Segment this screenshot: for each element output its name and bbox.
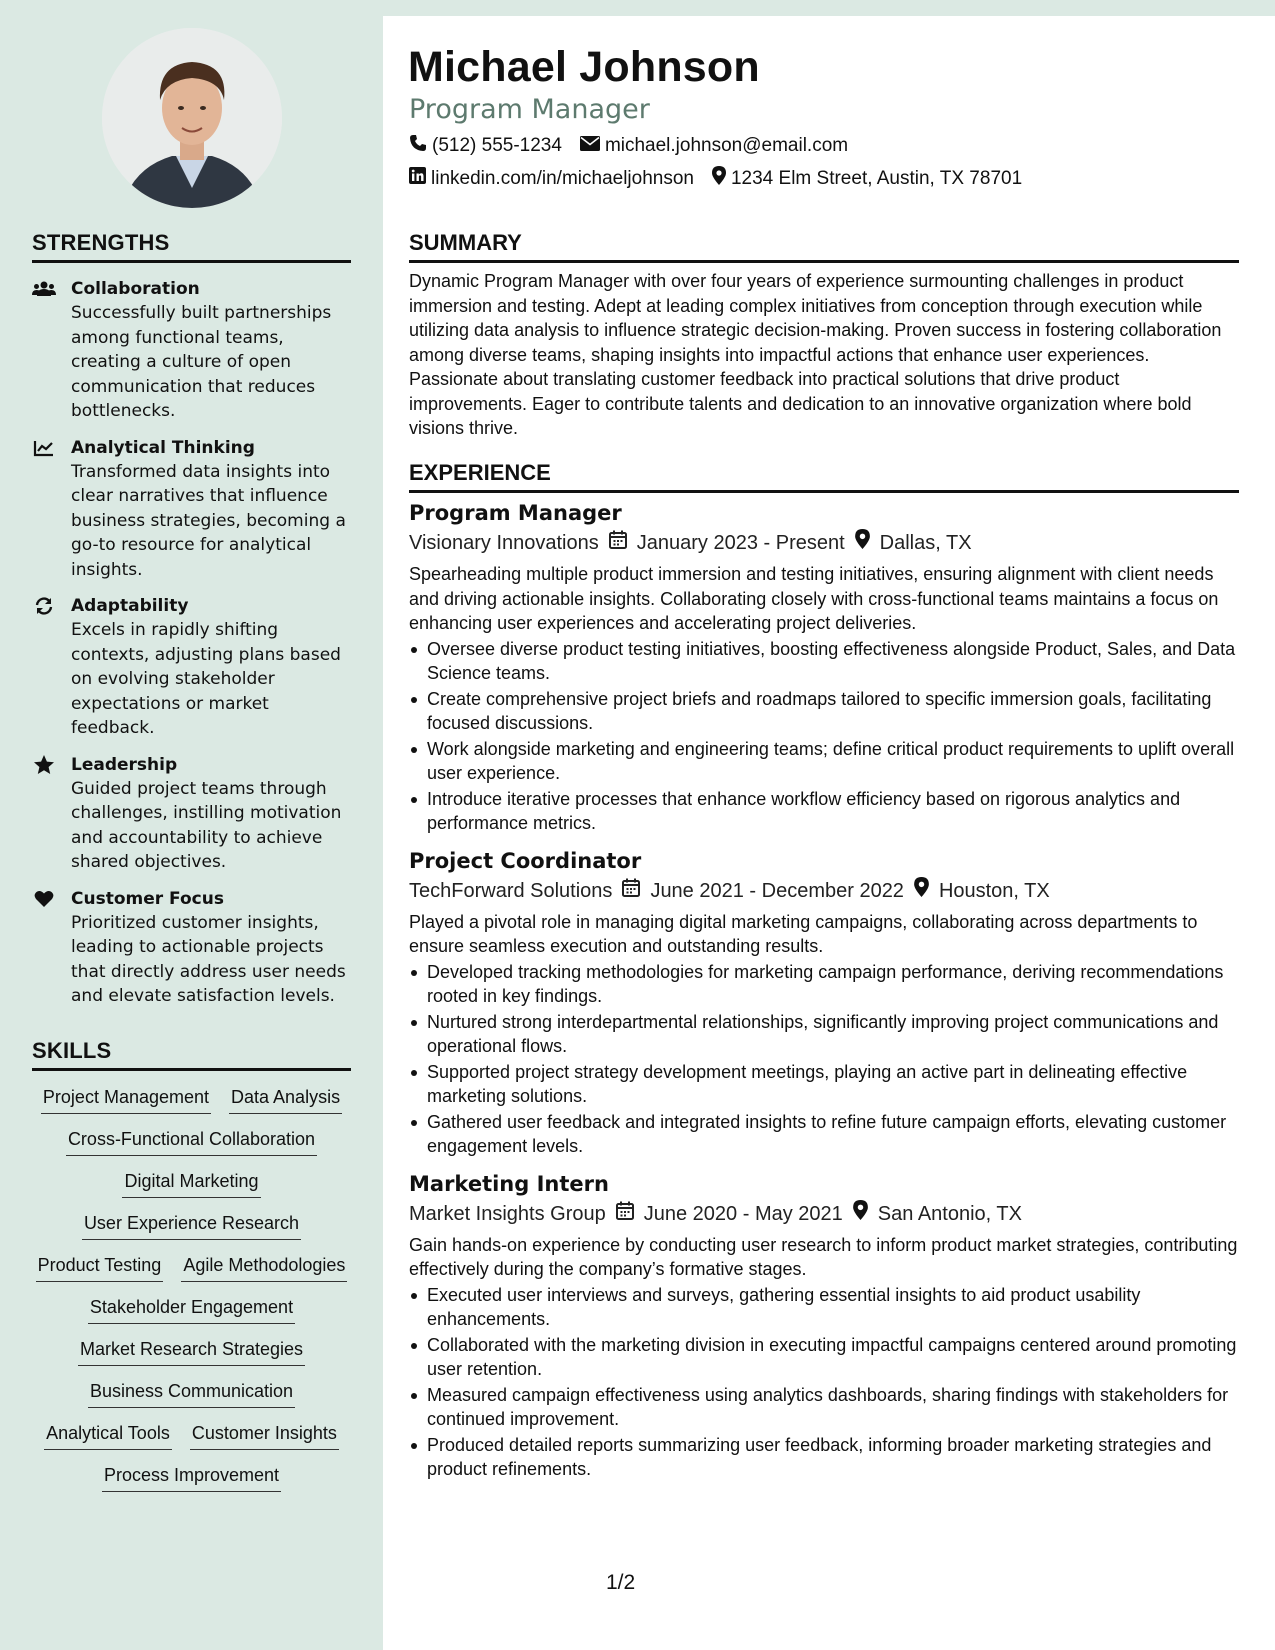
job-dates-group: [622, 876, 904, 906]
sidebar: [0, 0, 383, 1650]
strength-title: Customer Focus: [71, 888, 224, 909]
job-company: Visionary Innovations: [409, 532, 599, 554]
map-pin-icon: [712, 166, 726, 191]
job-bullets: [409, 637, 1239, 836]
contact-row: [409, 134, 848, 158]
job-title: Program Manager: [409, 501, 622, 525]
bullet-item: Executed user interviews and surveys, gathering essential insights to aid product usability enhancements.: [409, 1283, 1239, 1332]
bullet-item: Oversee diverse product testing initiatives, boosting effectiveness alongside Product, Sales, and Data Science teams.: [409, 637, 1239, 686]
star-icon: [32, 755, 56, 775]
page-number: 1/2: [606, 1571, 636, 1594]
bullet-item: Developed tracking methodologies for marketing campaign performance, deriving recommendations rooted in key findings.: [409, 960, 1239, 1009]
chart-line-icon: [32, 438, 56, 458]
job-dates: June 2021 - December 2022: [650, 879, 904, 902]
bullet-item: Introduce iterative processes that enhance workflow efficiency based on rigorous analytics and performance metrics.: [409, 787, 1239, 836]
bullet-item: Collaborated with the marketing division in executing impactful campaigns centered around promoting user retention.: [409, 1333, 1239, 1382]
job-bullets: [409, 1283, 1239, 1482]
strength-description: Transformed data insights into clear narratives that influence business strategies, becoming a go-to resource for analytical insights.: [71, 461, 346, 580]
skill-tag: Data Analysis: [229, 1085, 342, 1114]
map-pin-icon: [914, 876, 929, 906]
summary-heading: SUMMARY: [409, 230, 1239, 263]
skills-heading: SKILLS: [32, 1038, 351, 1071]
experience-heading: EXPERIENCE: [409, 460, 1239, 493]
calendar-icon: [616, 1199, 634, 1229]
strength-description: Guided project teams through challenges, instilling motivation and accountability to achieve shared objectives.: [71, 778, 342, 872]
strength-description: Successfully built partnerships among functional teams, creating a culture of open communication that reduces bottlenecks.: [71, 303, 332, 421]
strength-item: [32, 277, 351, 424]
address-text: 1234 Elm Street, Austin, TX 78701: [730, 167, 1023, 189]
phone-contact: [409, 134, 562, 158]
strengths-section: [32, 230, 351, 1009]
calendar-icon: [609, 528, 627, 558]
strength-title: Leadership: [71, 754, 178, 775]
map-pin-icon: [855, 528, 870, 558]
strength-item: [32, 753, 351, 875]
skill-tag: Process Improvement: [102, 1463, 281, 1492]
phone-icon: [409, 134, 427, 158]
skills-list: [32, 1085, 351, 1492]
skill-tag: Agile Methodologies: [181, 1253, 347, 1282]
job-entry: [409, 846, 1239, 1159]
summary-text: Dynamic Program Manager with over four years of experience surmounting challenges in product immersion and testing. Adept at leading complex initiatives from conception through execution while utilizing data analysis to influence strategic decision-making. Proven success in fostering collaboration among diverse teams, shaping insights into impactful actions that enhance user experiences. Passionate about translating customer feedback into practical solutions that drive product improvements. Eager to contribute talents and dedication to an innovative organization where bold visions thrive.: [409, 271, 1222, 438]
skill-tag: Analytical Tools: [44, 1421, 172, 1450]
strength-description: Excels in rapidly shifting contexts, adjusting plans based on evolving stakeholder expectations or market feedback.: [71, 620, 341, 738]
bullet-item: Work alongside marketing and engineering teams; define critical product requirements to uplift overall user experience.: [409, 737, 1239, 786]
job-entry: [409, 498, 1239, 836]
job-dates-group: [616, 1199, 843, 1229]
job-location: Houston, TX: [938, 879, 1050, 902]
skill-tag: User Experience Research: [82, 1211, 301, 1240]
job-dates: January 2023 - Present: [636, 532, 845, 554]
linkedin-contact[interactable]: [409, 166, 694, 191]
job-location-group: [853, 1199, 1022, 1229]
experience-section: [409, 460, 1239, 1482]
skills-section: [32, 1038, 351, 1492]
main-content: [383, 16, 1275, 1650]
sync-icon: [32, 596, 56, 616]
strength-item: [32, 436, 351, 583]
bullet-item: Produced detailed reports summarizing user feedback, informing broader marketing strategies and product refinements.: [409, 1433, 1239, 1482]
skill-tag: Product Testing: [36, 1253, 164, 1282]
linkedin-link[interactable]: linkedin.com/in/michaeljohnson: [431, 167, 694, 189]
job-location: Dallas, TX: [879, 532, 972, 554]
skill-tag: Stakeholder Engagement: [88, 1295, 295, 1324]
envelope-icon: [580, 135, 600, 157]
linkedin-icon: [409, 167, 426, 190]
bullet-item: Create comprehensive project briefs and roadmaps tailored to specific immersion goals, facilitating focused discussions.: [409, 687, 1239, 736]
job-location-group: [914, 876, 1050, 906]
address-contact: [712, 166, 1022, 191]
strength-description: Prioritized customer insights, leading to actionable projects that directly address user needs and elevate satisfaction levels.: [71, 912, 346, 1006]
contact-row: [409, 166, 1022, 191]
users-icon: [32, 279, 56, 299]
skill-tag: Customer Insights: [190, 1421, 339, 1450]
candidate-role: Program Manager: [409, 94, 650, 125]
skill-tag: Cross-Functional Collaboration: [66, 1127, 317, 1156]
job-bullets: [409, 960, 1239, 1159]
job-description: Played a pivotal role in managing digital marketing campaigns, collaborating across departments to ensure seamless execution and outstanding results.: [409, 911, 1198, 956]
bullet-item: Measured campaign effectiveness using analytics dashboards, sharing findings with stakeholders for continued improvement.: [409, 1383, 1239, 1432]
email-link[interactable]: michael.johnson@email.com: [604, 135, 849, 156]
strength-title: Analytical Thinking: [71, 437, 255, 458]
profile-photo: [102, 28, 282, 208]
strength-item: [32, 887, 351, 1009]
job-meta: [409, 1199, 1239, 1229]
job-meta: [409, 528, 1239, 558]
job-title: Marketing Intern: [409, 1171, 609, 1196]
bullet-item: Nurtured strong interdepartmental relationships, significantly improving project communications and operational flows.: [409, 1010, 1239, 1059]
skill-tag: Business Communication: [88, 1379, 295, 1408]
job-dates: June 2020 - May 2021: [643, 1202, 843, 1225]
strength-title: Collaboration: [71, 279, 200, 299]
skill-tag: Market Research Strategies: [78, 1337, 305, 1366]
job-description: Gain hands-on experience by conducting user research to inform product market strategies, contributing effectively during the company’s formative stages.: [409, 1234, 1238, 1279]
strength-title: Adaptability: [71, 596, 189, 616]
bullet-item: Gathered user feedback and integrated insights to refine future campaign efforts, elevating customer engagement levels.: [409, 1110, 1239, 1159]
skill-tag: Digital Marketing: [122, 1169, 260, 1198]
job-location: San Antonio, TX: [877, 1202, 1022, 1225]
map-pin-icon: [853, 1199, 868, 1229]
heart-icon: [32, 889, 56, 909]
job-title: Project Coordinator: [409, 848, 642, 873]
job-entry: [409, 1169, 1239, 1482]
job-dates-group: [609, 528, 845, 558]
phone-text: (512) 555-1234: [432, 135, 562, 156]
job-location-group: [855, 528, 972, 558]
summary-section: [409, 230, 1239, 441]
job-description: Spearheading multiple product immersion and testing initiatives, ensuring alignment with client needs and driving actionable insights. Collaborating closely with cross-functional teams maintains a focus on enhancing user experiences and accelerating project deliveries.: [409, 564, 1219, 633]
email-contact[interactable]: [580, 134, 848, 158]
bullet-item: Supported project strategy development meetings, playing an active part in delineating effective marketing solutions.: [409, 1060, 1239, 1109]
calendar-icon: [622, 876, 640, 906]
job-meta: [409, 876, 1239, 906]
skill-tag: Project Management: [41, 1085, 211, 1114]
candidate-name: Michael Johnson: [408, 43, 760, 91]
job-company: Market Insights Group: [409, 1202, 606, 1225]
strengths-heading: STRENGTHS: [32, 230, 351, 263]
job-company: TechForward Solutions: [409, 879, 613, 902]
strength-item: [32, 594, 351, 741]
